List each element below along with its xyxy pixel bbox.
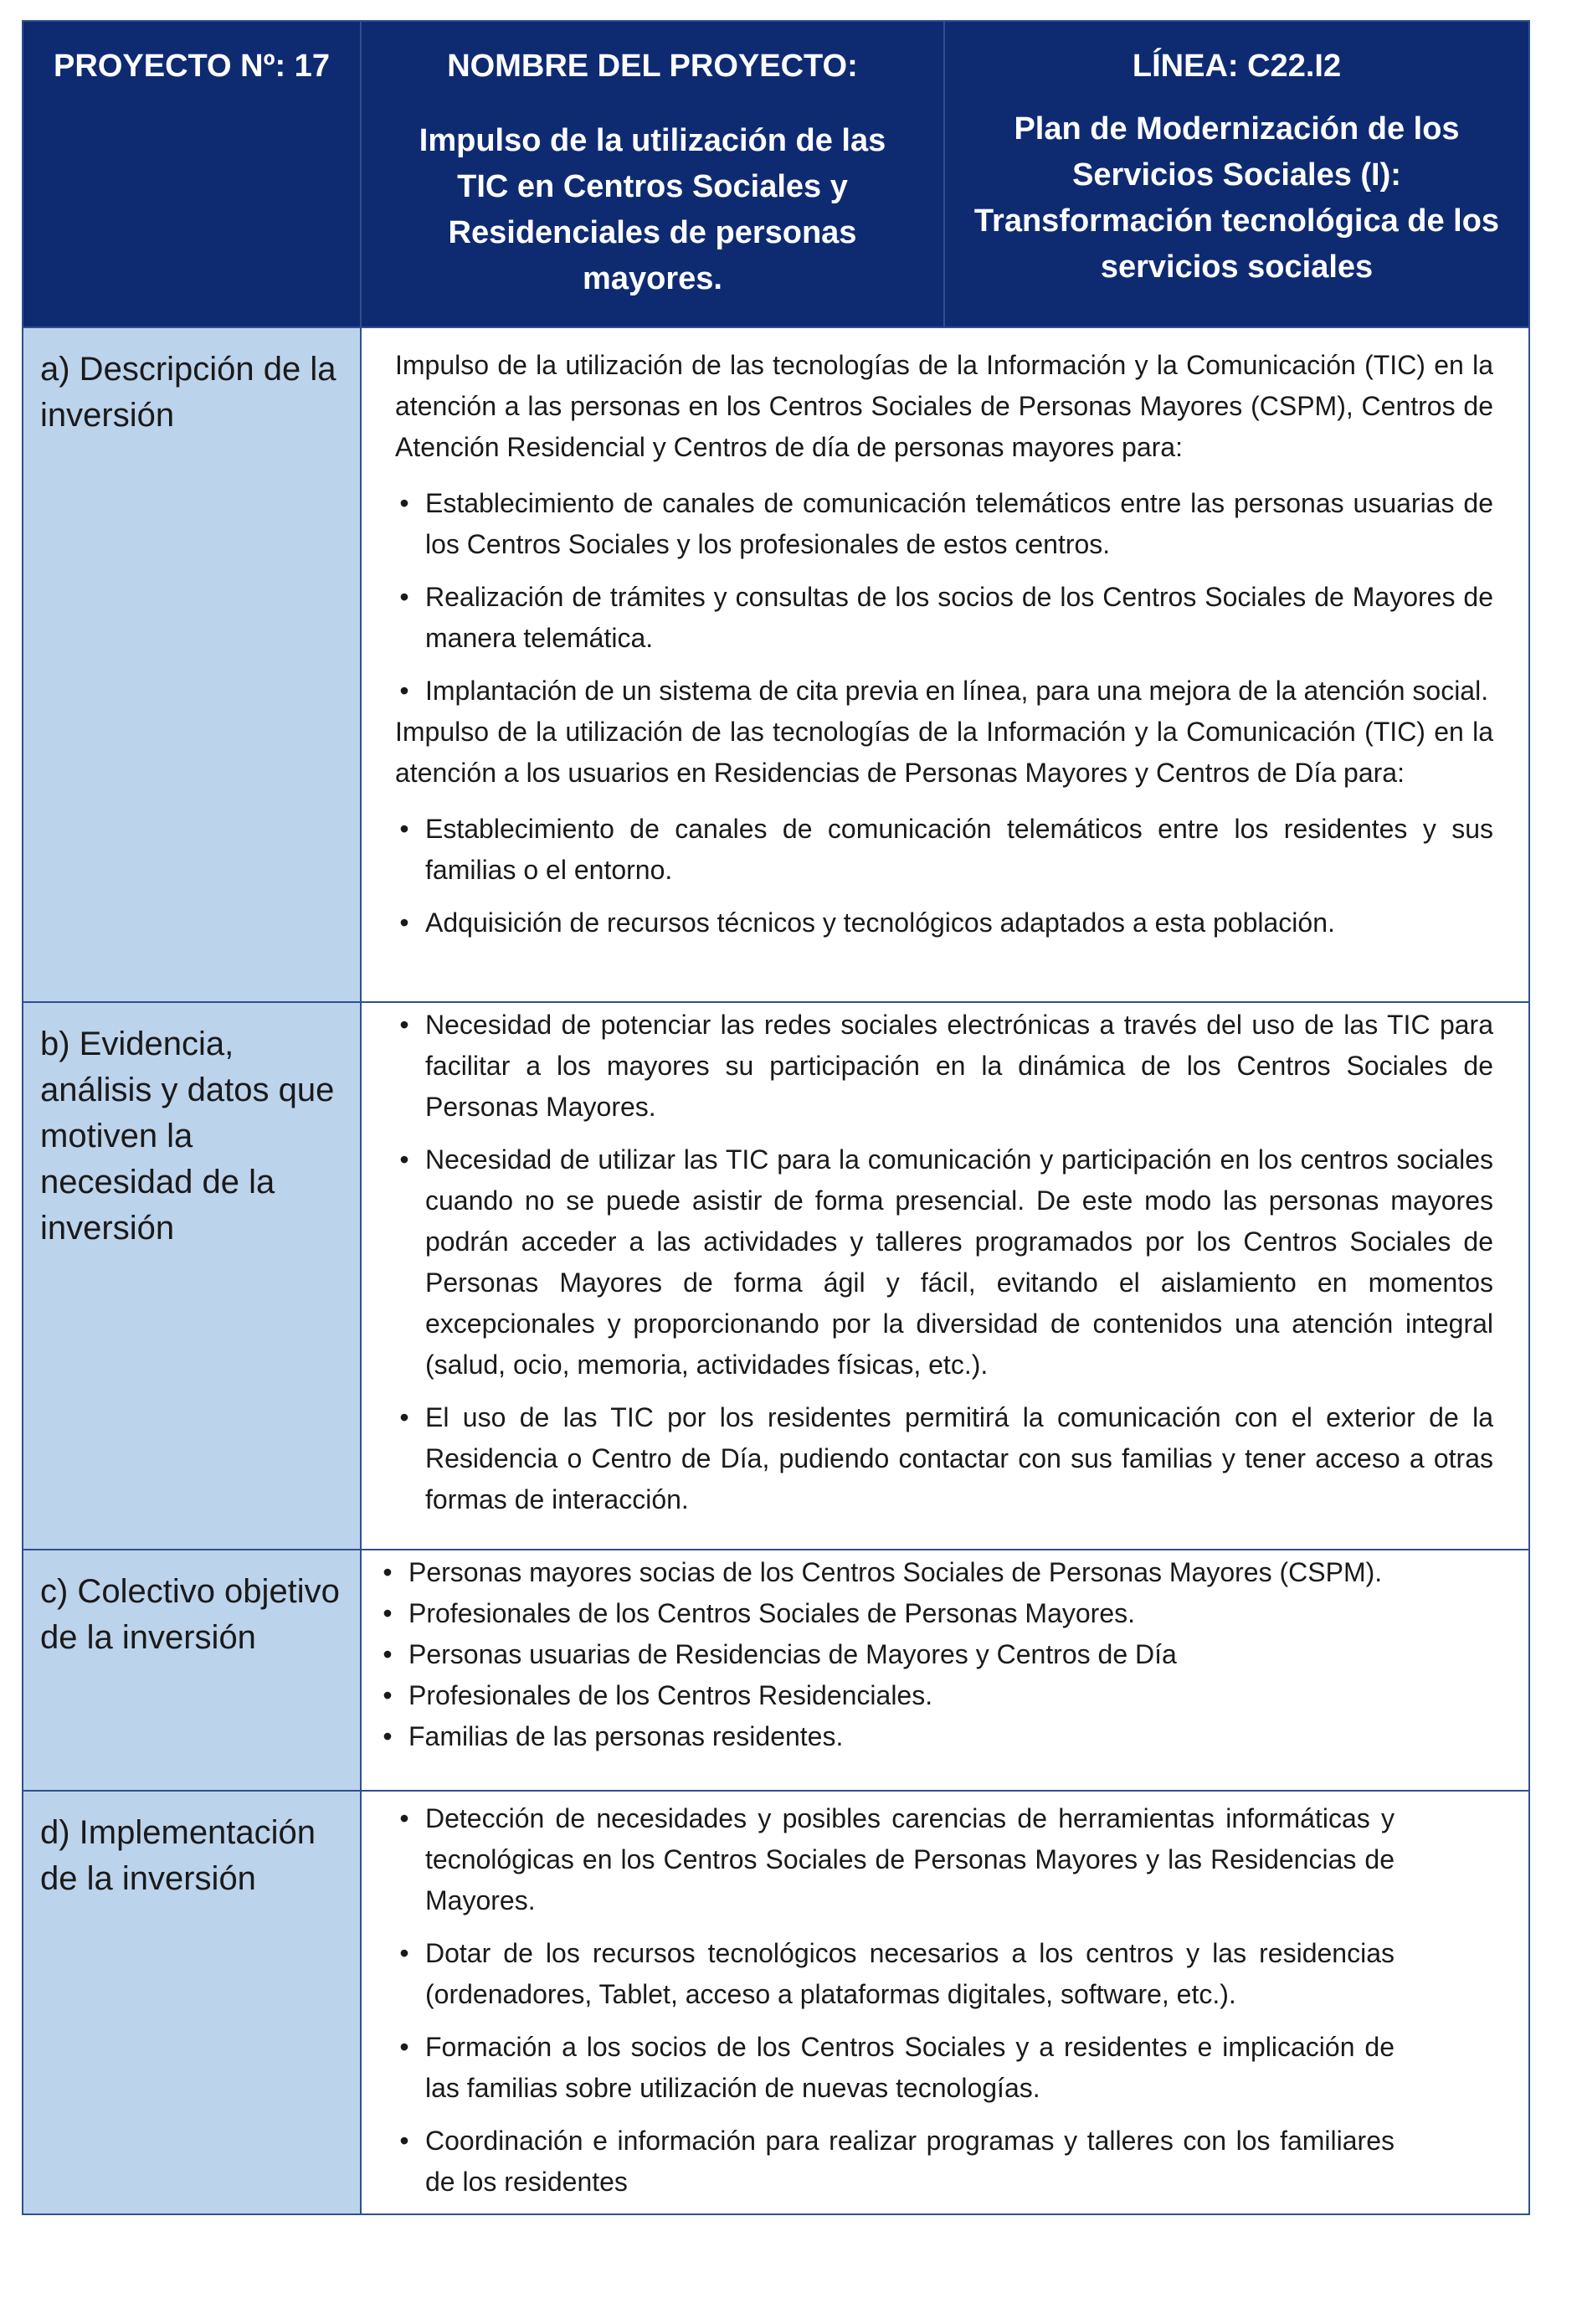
bullet-icon: •: [399, 1144, 409, 1175]
row-label: b) Evidencia, análisis y datos que motiven la necesidad de la inversión: [23, 1002, 361, 1550]
list-item: [395, 1005, 1493, 1128]
project-name-line: Impulso de la utilización de las: [419, 123, 886, 158]
list-item-text: Establecimiento de canales de comunicación telemáticos entre las personas usuarias de los Centros Sociales y los profesionales de estos centros.: [425, 488, 1493, 559]
project-number: PROYECTO Nº: 17: [54, 49, 330, 84]
row-label: d) Implementación de la inversión: [23, 1791, 361, 2214]
list-item-text: Realización de trámites y consultas de los socios de los Centros Sociales de Mayores de manera telemática.: [425, 582, 1493, 653]
list-item: [395, 2027, 1395, 2109]
project-line-line: Servicios Sociales (I):: [1072, 157, 1401, 193]
list-item: [395, 1798, 1395, 1921]
bullet-list: [395, 1798, 1395, 2203]
list-item-text: El uso de las TIC por los residentes permitirá la comunicación con el exterior de la Residencia o Centro de Día, pudiendo contactar con sus familias y tener acceso a otras formas de interacción.: [425, 1402, 1493, 1514]
project-line-line: servicios sociales: [1100, 249, 1374, 285]
list-item: [378, 1634, 1493, 1675]
row-descripcion: [23, 327, 1529, 1002]
row-content: [361, 1550, 1529, 1791]
header-row: [23, 21, 1529, 327]
list-item-text: Necesidad de potenciar las redes sociales electrónicas a través del uso de las TIC para facilitar a los mayores su participación en la dinámica de los Centros Sociales de Personas Mayores.: [425, 1010, 1493, 1122]
row-content: [361, 1791, 1529, 2214]
bullet-list: [395, 809, 1493, 943]
row-implementacion: [23, 1791, 1529, 2214]
list-item-text: Personas usuarias de Residencias de Mayores y Centros de Día: [408, 1639, 1177, 1669]
list-item-text: Necesidad de utilizar las TIC para la comunicación y participación en los centros sociales cuando no se puede asistir de forma presencial. De este modo las personas mayores podrán acceder a las actividades y talleres programados por los Centros Sociales de Personas Mayores de forma ágil y fácil, evitando el aislamiento en momentos excepcionales y proporcionando por la diversidad de contenidos una atención integral (salud, ocio, memoria, actividades físicas, etc.).: [425, 1144, 1493, 1380]
project-name-line: Residenciales de personas: [448, 215, 857, 250]
list-item-text: Establecimiento de canales de comunicación telemáticos entre los residentes y sus familias o el entorno.: [425, 814, 1493, 885]
list-item-text: Profesionales de los Centros Sociales de Personas Mayores.: [408, 1598, 1135, 1628]
bullet-icon: •: [383, 1680, 393, 1710]
paragraph: Impulso de la utilización de las tecnologías de la Información y la Comunicación (TIC) en la atención a los usuarios en Residencias de Personas Mayores y Centros de Día para:: [395, 717, 1493, 788]
project-line-line: Transformación tecnológica de los: [973, 203, 1500, 239]
row-content: [361, 327, 1529, 1002]
list-item: [378, 1675, 1493, 1716]
project-line-title: LÍNEA: C22.I2: [1132, 49, 1342, 84]
list-item: [395, 483, 1493, 565]
project-number-cell: [23, 21, 361, 327]
bullet-icon: •: [383, 1598, 393, 1628]
row-label: a) Descripción de la inversión: [23, 327, 361, 1002]
bullet-icon: •: [399, 1402, 409, 1432]
list-item-text: Dotar de los recursos tecnológicos necesarios a los centros y las residencias (ordenadores, Tablet, acceso a plataformas digitales, software, etc.).: [425, 1938, 1395, 2009]
list-item: [395, 902, 1493, 943]
row-colectivo: [23, 1550, 1529, 1791]
list-item: [395, 2121, 1395, 2203]
row-label: c) Colectivo objetivo de la inversión: [23, 1550, 361, 1791]
bullet-icon: •: [399, 2032, 409, 2062]
bullet-icon: •: [383, 1721, 393, 1751]
list-item: [378, 1593, 1493, 1634]
project-name-line: TIC en Centros Sociales y: [457, 169, 848, 204]
bullet-icon: •: [399, 1938, 409, 1968]
list-item-text: Detección de necesidades y posibles carencias de herramientas informáticas y tecnológicas en los Centros Sociales de Personas Mayores y las Residencias de Mayores.: [425, 1803, 1395, 1915]
bullet-list: [395, 483, 1493, 712]
row-evidencia: [23, 1002, 1529, 1550]
list-item: [378, 1716, 1493, 1757]
list-item-text: Familias de las personas residentes.: [408, 1721, 844, 1751]
project-line-line: Plan de Modernización de los: [1014, 111, 1460, 147]
project-table: [22, 20, 1530, 2215]
bullet-icon: •: [399, 907, 409, 938]
list-item-text: Coordinación e información para realizar programas y talleres con los familiares de los residentes: [425, 2126, 1395, 2197]
project-name-cell: [361, 21, 944, 327]
list-item-text: Implantación de un sistema de cita previa en línea, para una mejora de la atención social.: [425, 676, 1489, 706]
bullet-icon: •: [399, 582, 409, 612]
bullet-icon: •: [383, 1639, 393, 1669]
bullet-list: [378, 1552, 1493, 1757]
bullet-icon: •: [399, 2126, 409, 2156]
list-item: [395, 1933, 1395, 2015]
list-item-text: Profesionales de los Centros Residenciales.: [408, 1680, 933, 1710]
list-item: [395, 1139, 1493, 1386]
bullet-icon: •: [399, 488, 409, 518]
project-name-title: NOMBRE DEL PROYECTO:: [447, 49, 858, 84]
list-item-text: Adquisición de recursos técnicos y tecnológicos adaptados a esta población.: [425, 907, 1335, 938]
bullet-list: [395, 1005, 1493, 1520]
list-item-text: Formación a los socios de los Centros Sociales y a residentes e implicación de las familias sobre utilización de nuevas tecnologías.: [425, 2032, 1395, 2103]
bullet-icon: •: [383, 1557, 393, 1587]
list-item: [395, 1397, 1493, 1520]
project-sheet: [22, 20, 1528, 2215]
list-item-text: Personas mayores socias de los Centros Sociales de Personas Mayores (CSPM).: [408, 1557, 1383, 1587]
bullet-icon: •: [399, 676, 409, 706]
list-item: [395, 577, 1493, 659]
paragraph: Impulso de la utilización de las tecnologías de la Información y la Comunicación (TIC) en la atención a las personas en los Centros Sociales de Personas Mayores (CSPM), Centros de Atención Residencial y Centros de día de personas mayores para:: [395, 350, 1493, 462]
bullet-icon: •: [399, 814, 409, 844]
project-name-line: mayores.: [583, 261, 722, 296]
bullet-icon: •: [399, 1010, 409, 1040]
list-item: [395, 809, 1493, 891]
list-item: [395, 671, 1493, 712]
bullet-icon: •: [399, 1803, 409, 1833]
row-content: [361, 1002, 1529, 1550]
list-item: [378, 1552, 1493, 1593]
project-line-cell: [944, 21, 1529, 327]
